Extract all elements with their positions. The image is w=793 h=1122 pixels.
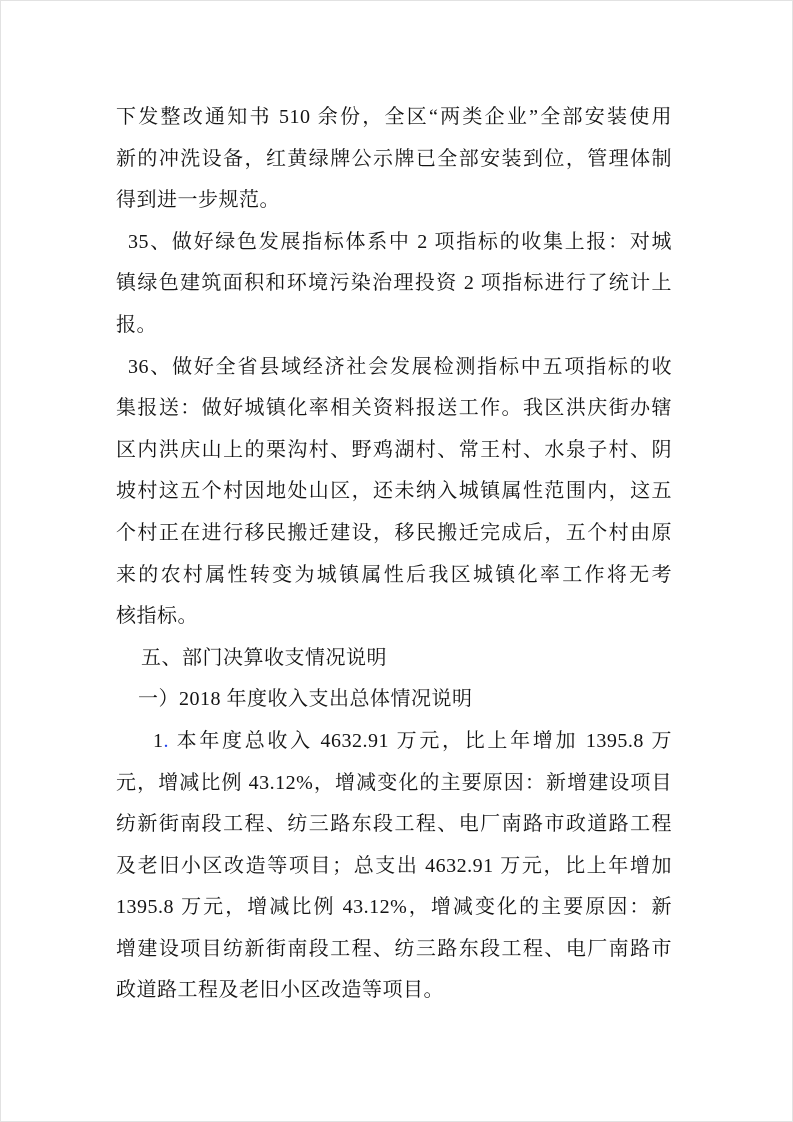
paragraph-item-35 [116, 222, 672, 347]
text-line: 五、部门决算收支情况说明 [141, 646, 387, 669]
text-line: 政道路工程及老旧小区改造等项目。 [116, 979, 444, 1002]
text-line: 来的农村属性转变为城镇属性后我区城镇化率工作将无考 [116, 563, 672, 586]
text-line: 新的冲洗设备，红黄绿牌公示牌已全部安装到位，管理体制 [116, 147, 672, 170]
text-line: 个村正在进行移民搬迁建设，移民搬迁完成后，五个村由原 [116, 521, 672, 544]
text-line: 增建设项目纺新街南段工程、纺三路东段工程、电厂南路市 [116, 937, 672, 960]
paragraph-rectification-notices [116, 97, 672, 222]
heading-section-five [116, 638, 672, 680]
text-line: 纺新街南段工程、纺三路东段工程、电厂南路市政道路工程 [116, 813, 672, 836]
text-line: 集报送：做好城镇化率相关资料报送工作。我区洪庆街办辖 [116, 397, 672, 420]
heading-subsection-one [116, 679, 672, 721]
text-line: 区内洪庆山上的栗沟村、野鸡湖村、常王村、水泉子村、阴 [116, 438, 672, 461]
paragraph-item-1-totals [116, 721, 672, 1012]
text-line: 坡村这五个村因地处山区，还未纳入城镇属性范围内，这五 [116, 480, 672, 503]
text-line: 35、做好绿色发展指标体系中 2 项指标的收集上报：对城 [128, 230, 672, 253]
text-line: 一）2018 年度收入支出总体情况说明 [138, 688, 473, 711]
text-line [116, 721, 672, 763]
line-text: 本年度总收入 4632.91 万元，比上年增加 1395.8 万 [169, 729, 672, 752]
document-text [116, 97, 672, 1012]
text-line: 1395.8 万元，增减比例 43.12%，增减变化的主要原因：新 [116, 896, 672, 919]
text-line: 元，增减比例 43.12%，增减变化的主要原因：新增建设项目 [116, 771, 672, 794]
text-line: 核指标。 [116, 605, 198, 628]
text-line: 及老旧小区改造等项目；总支出 4632.91 万元，比上年增加 [116, 854, 672, 877]
paragraph-item-36 [116, 347, 672, 638]
list-number: 1 [153, 729, 164, 752]
text-line: 镇绿色建筑面积和环境污染治理投资 2 项指标进行了统计上 [116, 272, 672, 295]
list-number-dot-blue: . [163, 729, 169, 752]
text-line: 36、做好全省县域经济社会发展检测指标中五项指标的收 [128, 355, 672, 378]
text-line: 下发整改通知书 510 余份，全区“两类企业”全部安装使用 [116, 106, 672, 128]
text-line: 报。 [116, 313, 157, 336]
text-line: 得到进一步规范。 [116, 189, 280, 212]
